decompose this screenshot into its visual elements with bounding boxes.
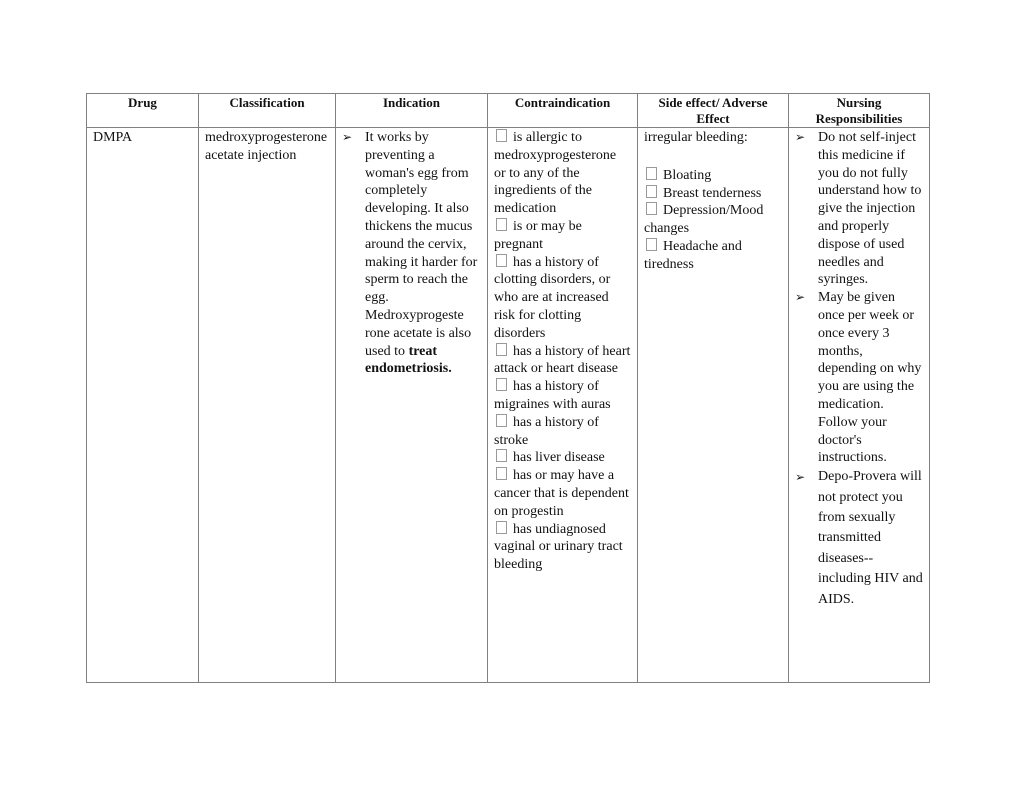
empty-box-icon: [496, 254, 507, 267]
list-item: is allergic to medroxyprogesterone or to any of the ingredients of the medication: [494, 130, 617, 217]
indication-item: [342, 129, 481, 378]
list-item: has or may have a cancer that is dependent on progestin: [494, 468, 629, 519]
arrow-bullet-icon: ➢: [342, 130, 353, 144]
header-indication: Indication: [336, 94, 488, 128]
drug-table: [86, 93, 930, 683]
arrow-bullet-icon: ➢: [795, 470, 806, 485]
list-item: Depression/Mood changes: [644, 203, 764, 237]
arrow-bullet-icon: ➢: [795, 290, 806, 305]
list-item: has a history of clotting disorders, or who are at increased risk for clotting disorders: [494, 254, 611, 341]
list-item: has a history of stroke: [494, 414, 599, 448]
list-item: Headache and tiredness: [644, 238, 742, 272]
arrow-bullet-icon: ➢: [795, 130, 806, 144]
header-contraindication: Contraindication: [488, 94, 638, 128]
list-item: ➢ May be given once per week or once every 3 months, depending on why you are using the medication. Follow your doctor's instructions.: [795, 290, 922, 466]
list-item: has undiagnosed vaginal or urinary tract bleeding: [494, 521, 623, 573]
list-item: ➢ Depo-Provera will not protect you from sexually transmitted diseases--including HIV and AIDS.: [795, 469, 923, 607]
header-side-effect: Side effect/ Adverse Effect: [638, 94, 789, 128]
empty-box-icon: [496, 218, 507, 231]
indication-bold-text: treat endometriosis.: [365, 343, 452, 377]
empty-box-icon: [496, 129, 507, 142]
list-item: has a history of migraines with auras: [494, 379, 611, 412]
empty-box-icon: [496, 414, 507, 427]
indication-text: It works by preventing a woman's egg from completely developing. It also thickens the mucus around the cervix, making it harder for sperm to reach the egg. Medroxyprogeste rone acetate is also used to: [365, 130, 478, 359]
contraindication-cell: [488, 128, 638, 683]
header-row: [87, 94, 930, 128]
drug-cell: DMPA: [87, 128, 199, 683]
empty-box-icon: [646, 238, 657, 251]
empty-box-icon: [646, 202, 657, 215]
nursing-cell: [789, 128, 930, 683]
list-item: has liver disease: [494, 449, 631, 467]
side-effect-heading: irregular bleeding:: [644, 130, 748, 145]
empty-box-icon: [646, 167, 657, 180]
empty-box-icon: [646, 185, 657, 198]
side-effect-cell: [638, 128, 789, 683]
table-row: [87, 128, 930, 683]
header-drug: Drug: [87, 94, 199, 128]
header-classification: Classification: [199, 94, 336, 128]
indication-cell: [336, 128, 488, 683]
empty-box-icon: [496, 378, 507, 391]
list-item: is or may be pregnant: [494, 218, 582, 252]
list-item: Breast tenderness: [644, 185, 782, 203]
list-item: Bloating: [644, 167, 782, 185]
list-item: ➢ Do not self-inject this medicine if you do not fully understand how to give the injection and properly dispose of used needles and syringes.: [795, 130, 922, 288]
empty-box-icon: [496, 521, 507, 534]
empty-box-icon: [496, 467, 507, 480]
classification-cell: medroxyprogesterone acetate injection: [199, 128, 336, 683]
header-nursing: Nursing Responsibilities: [789, 94, 930, 128]
empty-box-icon: [496, 343, 507, 356]
empty-box-icon: [496, 449, 507, 462]
list-item: has a history of heart attack or heart disease: [494, 343, 631, 377]
